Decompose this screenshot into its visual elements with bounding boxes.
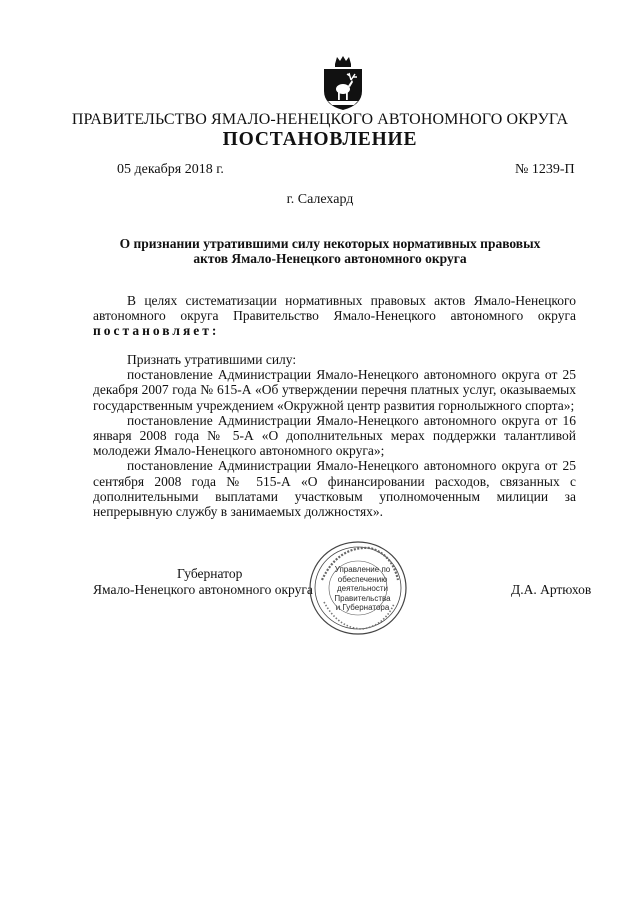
document-date: 05 декабря 2018 г. — [117, 162, 224, 177]
stamp-line: обеспечению — [337, 574, 388, 584]
stamp-line: Управление по — [334, 565, 391, 574]
signatory-region: Ямало-Ненецкого автономного округа — [93, 582, 313, 597]
stamp-line: деятельности — [336, 584, 389, 593]
document-title: О признании утратившими силу некоторых нормативных правовых актов Ямало-Ненецкого автономного округа — [119, 236, 541, 266]
stamp-line: и Губернатора — [335, 603, 390, 612]
coat-of-arms-emblem — [322, 55, 364, 111]
decree-word: постановляет: — [93, 323, 220, 339]
list-item: постановление Администрации Ямало-Ненецкого автономного округа от 25 сентября 2008 года № 515-А «О финансировании расходов, связанных с дополнительными выплатами участковым уполномоченным милиции за непрерывную службу в занимаемых должностях». — [93, 458, 576, 520]
stamp-line: Правительства — [334, 593, 391, 603]
list-item: постановление Администрации Ямало-Ненецкого автономного округа от 25 декабря 2007 года № 615-А «Об утверждении перечня платных услуг, оказываемых государственным учреждением «Окружной центр развития горнолыжного спорта»; — [93, 367, 576, 413]
document-type: ПОСТАНОВЛЕНИЕ — [222, 129, 418, 150]
organization-name: ПРАВИТЕЛЬСТВО ЯМАЛО-НЕНЕЦКОГО АВТОНОМНОГО ОКРУГА — [71, 111, 569, 128]
document-city: г. Салехард — [286, 192, 354, 207]
repealed-acts-list — [93, 352, 576, 519]
list-intro: Признать утратившими силу: — [127, 352, 297, 367]
signatory-name: Д.А. Артюхов — [511, 582, 592, 597]
document-number: № 1239-П — [515, 162, 575, 177]
stamp-center-text — [330, 565, 395, 613]
preamble-text: В целях систематизации нормативных правовых актов Ямало-Ненецкого автономного округа Правительство Ямало-Ненецкого автономного округа — [93, 293, 576, 324]
signatory-title: Губернатор — [177, 566, 243, 581]
preamble — [93, 293, 576, 339]
list-item: постановление Администрации Ямало-Ненецкого автономного округа от 16 января 2008 года № 5-А «О дополнительных мерах поддержки талантливой молодежи Ямало-Ненецкого автономного округа»; — [93, 412, 576, 459]
